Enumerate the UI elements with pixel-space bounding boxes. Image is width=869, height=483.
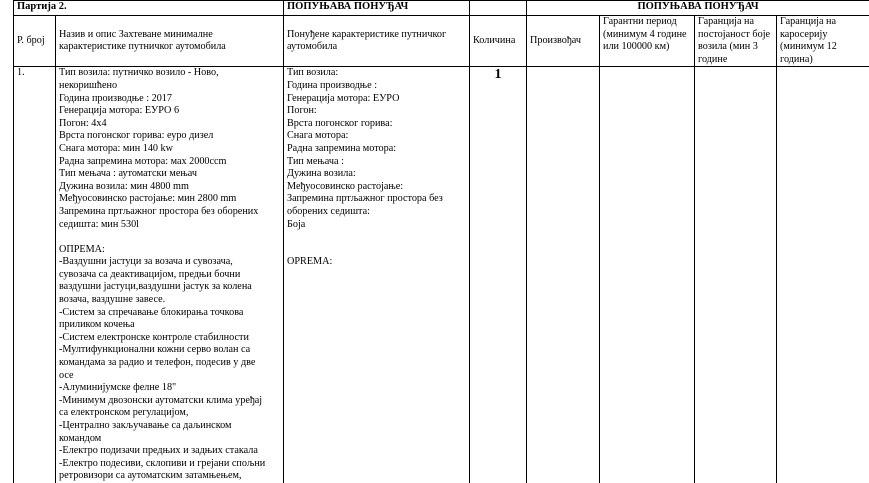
item-garancija-boja-input[interactable] <box>695 67 777 483</box>
oprema-line: -Алуминијумске фелне 18" <box>59 382 280 395</box>
item-offered-specs[interactable] <box>284 67 470 483</box>
col-header-garantni: Гарантни период (минимум 4 године или 100000 км) <box>600 16 695 67</box>
oprema-line: -Мултифункционални кожни серво волан са <box>59 344 280 357</box>
required-spec-line: Дужина возила: мин 4800 mm <box>59 181 280 194</box>
item-garancija-karoserija-input[interactable] <box>777 67 869 483</box>
offered-specs-list <box>287 67 466 231</box>
offered-spec-line: Тип возила: <box>287 67 466 80</box>
offered-spec-line: Снага мотора: <box>287 130 466 143</box>
oprema-line: сувозача са деактивацијом, предњи бочни <box>59 269 280 282</box>
header-empty-cell <box>470 1 527 16</box>
oprema-line: -Минимум двозонски аутоматски клима уређај <box>59 395 280 408</box>
column-header-row <box>14 16 869 67</box>
item-kolicina: 1 <box>470 67 527 483</box>
item-row <box>14 67 869 483</box>
popunjava-ponudjac-right: ПОПУЊАВА ПОНУЂАЧ <box>527 1 869 16</box>
required-specs-list <box>59 67 280 231</box>
oprema-line: осе <box>59 370 280 383</box>
offer-sheet <box>13 0 869 480</box>
offered-spec-line: Међуосовинско растојање: <box>287 181 466 194</box>
offered-spec-line: Врста погонског горива: <box>287 118 466 131</box>
item-required-specs <box>56 67 284 483</box>
required-spec-line: Снага мотора: мин 140 kw <box>59 143 280 156</box>
required-spec-line: Година производње : 2017 <box>59 93 280 106</box>
oprema-line: командама за радио и телефон, подесив у две <box>59 357 280 370</box>
oprema-line: командом <box>59 433 280 446</box>
oprema-line: ретровизори са аутоматским затамњењем, <box>59 470 280 483</box>
col-header-ponudjene: Понуђене карактеристике путничког аутомобила <box>284 16 470 67</box>
offered-spec-line: Година производње : <box>287 80 466 93</box>
oprema-title: ОПРЕМА: <box>59 244 280 257</box>
required-spec-line: седишта: мин 530l <box>59 219 280 232</box>
offered-spec-line: Тип мењача : <box>287 156 466 169</box>
required-spec-line: Тип мењача : аутоматски мењач <box>59 168 280 181</box>
item-rbroj: 1. <box>14 67 56 483</box>
col-header-proizvodjac: Произвођач <box>527 16 600 67</box>
oprema-line: -Електро подесиви, склопиви и грејани спољни <box>59 458 280 471</box>
oprema-list <box>59 256 280 483</box>
required-spec-line: Погон: 4х4 <box>59 118 280 131</box>
required-spec-line: Врста погонског горива: еуро дизел <box>59 130 280 143</box>
required-spec-line: Генерација мотора: ЕУРО 6 <box>59 105 280 118</box>
oprema-line: ваздушни јастуци,ваздушни јастук за колена <box>59 281 280 294</box>
oprema-line: -Централно закључавање са даљинском <box>59 420 280 433</box>
required-spec-line: некоришћено <box>59 80 280 93</box>
required-spec-line: Тип возила: путничко возило - Ново, <box>59 67 280 80</box>
col-header-garancija-karoserija: Гаранција на каросерију (минимум 12 година) <box>777 16 869 67</box>
offered-spec-line: оборених седишта: <box>287 206 466 219</box>
oprema-line: -Електро подизачи предњих и задњих стакала <box>59 445 280 458</box>
required-spec-line: Запремина пртљажног простора без оборених <box>59 206 280 219</box>
header-row <box>14 1 869 16</box>
oprema-line: возача, ваздушне завесе. <box>59 294 280 307</box>
offered-spec-line: Запремина пртљажног простора без <box>287 193 466 206</box>
col-header-garancija-boja: Гаранција на постојаност боје возила (мин 3 године <box>695 16 777 67</box>
oprema-line: -Систем електронске контроле стабилности <box>59 332 280 345</box>
col-header-rbroj: Р. број <box>14 16 56 67</box>
oprema-line: са електронском регулацијом, <box>59 407 280 420</box>
required-spec-line: Међуосовинско растојање: мин 2800 mm <box>59 193 280 206</box>
item-garantni-input[interactable] <box>600 67 695 483</box>
offered-spec-line: Генерација мотора: ЕУРО <box>287 93 466 106</box>
offered-oprema-title: OPREMA: <box>287 256 466 269</box>
oprema-line: приликом кочења <box>59 319 280 332</box>
col-header-naziv: Назив и опис Захтеване минималне карактеристике путничког аутомобила <box>56 16 284 67</box>
partija-title: Партија 2. <box>14 1 284 16</box>
offered-spec-line: Погон: <box>287 105 466 118</box>
required-spec-line: Радна запремина мотора: мах 2000ccm <box>59 156 280 169</box>
oprema-line: -Ваздушни јастуци за возача и сувозача, <box>59 256 280 269</box>
offered-spec-line: Радна запремина мотора: <box>287 143 466 156</box>
item-proizvodjac-input[interactable] <box>527 67 600 483</box>
oprema-line: -Систем за спречавање блокирања точкова <box>59 307 280 320</box>
offered-spec-line: Боја <box>287 219 466 232</box>
col-header-kolicina: Количина <box>470 16 527 67</box>
offer-table <box>13 0 869 483</box>
offered-spec-line: Дужина возила: <box>287 168 466 181</box>
popunjava-ponudjac-left: ПОПУЊАВА ПОНУЂАЧ <box>284 1 470 16</box>
